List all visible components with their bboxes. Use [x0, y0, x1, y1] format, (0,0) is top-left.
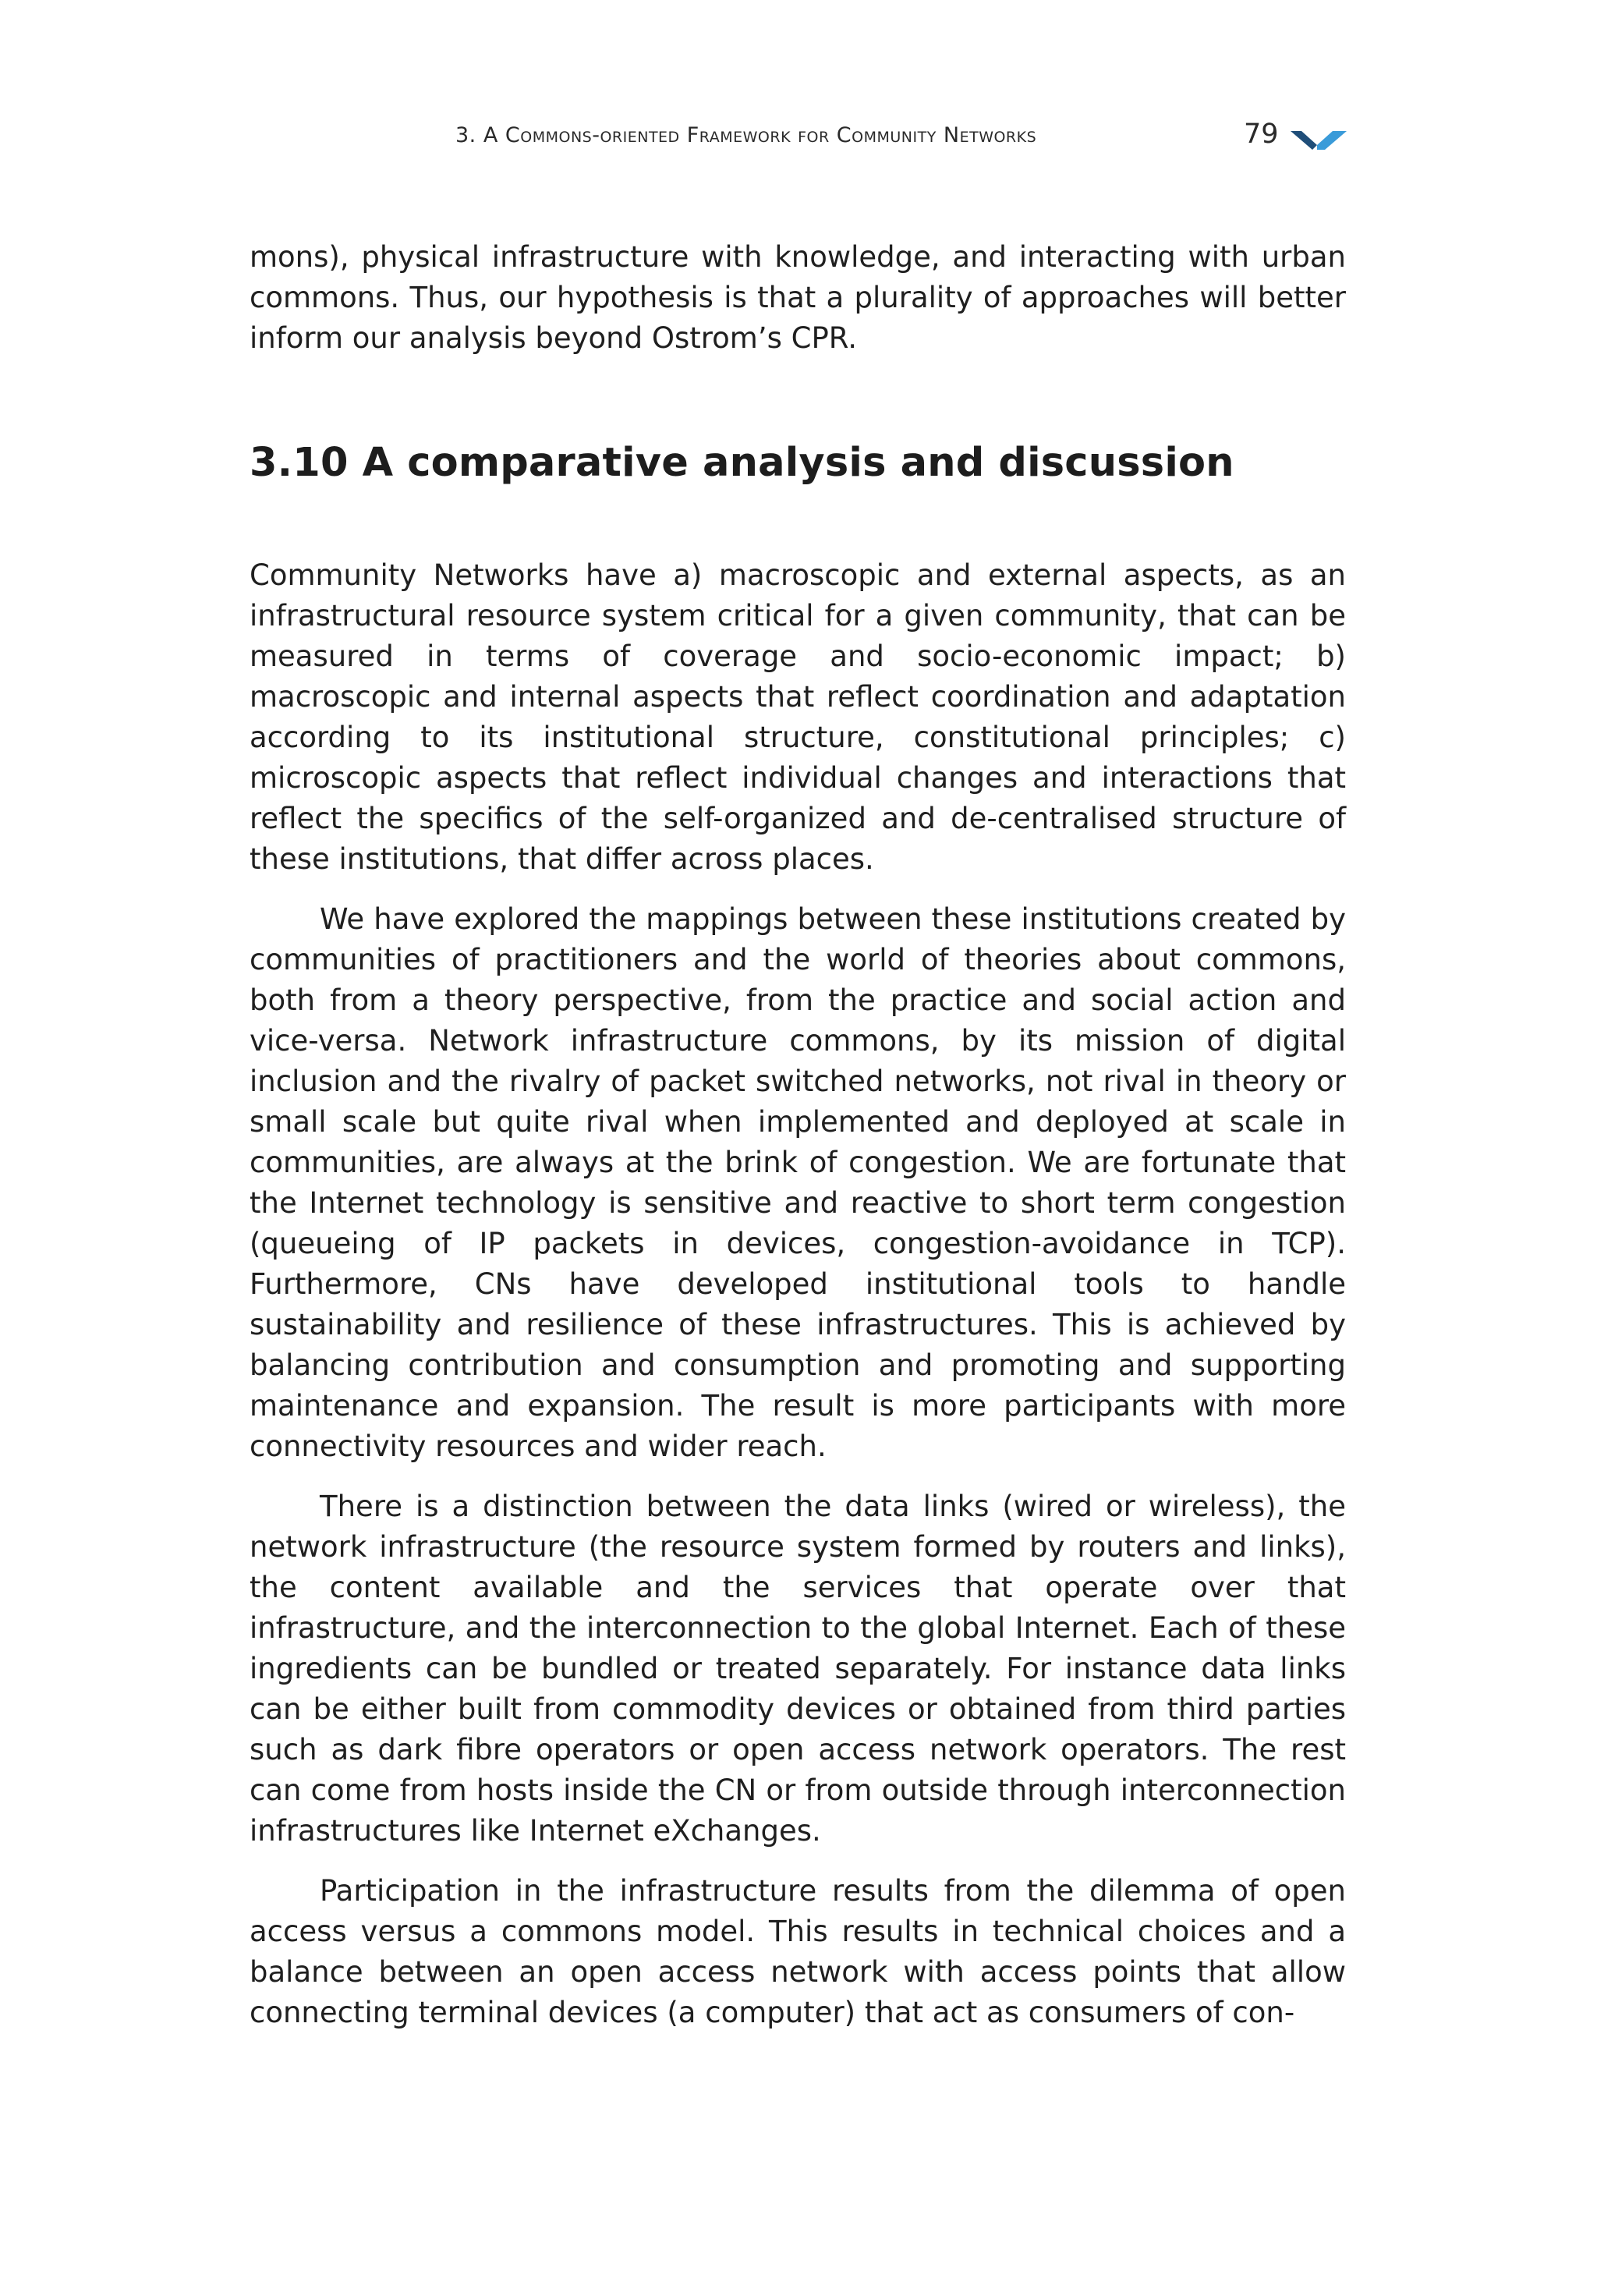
publisher-chevron-logo-icon	[1291, 126, 1347, 150]
paragraph: Participation in the infrastructure results from the dilemma of open access versus a commons model. This results in technical choices and a balance between an open access network with access points that allow connecting terminal devices (a computer) that act as consumers of con-	[250, 1874, 1346, 2029]
continuation-paragraph: mons), physical infrastructure with knowledge, and interacting with urban commons. Thus, our hypothesis is that a plurality of approaches will better inform our analysis beyond Ostrom’s CPR.	[250, 240, 1346, 355]
page-body	[250, 237, 1346, 2033]
running-title: 3. A Commons-oriented Framework for Community Networks	[455, 123, 1037, 147]
paragraph: We have explored the mappings between these institutions created by communities of practitioners and the world of theories about commons, both from a theory perspective, from the practice and social action and vice-versa. Network infrastructure commons, by its mission of digital inclusion and the rivalry of packet switched networks, not rival in theory or small scale but quite rival when implemented and deployed at scale in communities, are always at the brink of congestion. We are fortunate that the Internet technology is sensitive and reactive to short term congestion (queueing of IP packets in devices, congestion-avoidance in TCP). Furthermore, CNs have developed institutional tools to handle sustainability and resilience of these infrastructures. This is achieved by balancing contribution and consumption and promoting and supporting maintenance and expansion. The result is more participants with more connectivity resources and wider reach.	[250, 902, 1346, 1463]
paragraph: There is a distinction between the data links (wired or wireless), the network infrastructure (the resource system formed by routers and links), the content available and the services that operate over that infrastructure, and the interconnection to the global Internet. Each of these ingredients can be bundled or treated separately. For instance data links can be either built from commodity devices or obtained from third parties such as dark fibre operators or open access network operators. The rest can come from hosts inside the CN or from outside through interconnection infrastructures like Internet eXchanges.	[250, 1490, 1346, 1848]
logo-light-chevron	[1317, 131, 1347, 150]
paragraph: Community Networks have a) macroscopic and external aspects, as an infrastructural resource system critical for a given community, that can be measured in terms of coverage and socio-economic impact; b) macroscopic and internal aspects that reflect coordination and adaptation according to its institutional structure, constitutional principles; c) microscopic aspects that reflect individual changes and interactions that reflect the specifics of the self-organized and de-centralised structure of these institutions, that differ across places.	[250, 558, 1346, 876]
page-number: 79	[1244, 119, 1279, 150]
section-heading: 3.10 A comparative analysis and discussion	[250, 440, 1234, 486]
logo-dark-chevron	[1291, 131, 1317, 150]
running-header	[250, 119, 1345, 156]
